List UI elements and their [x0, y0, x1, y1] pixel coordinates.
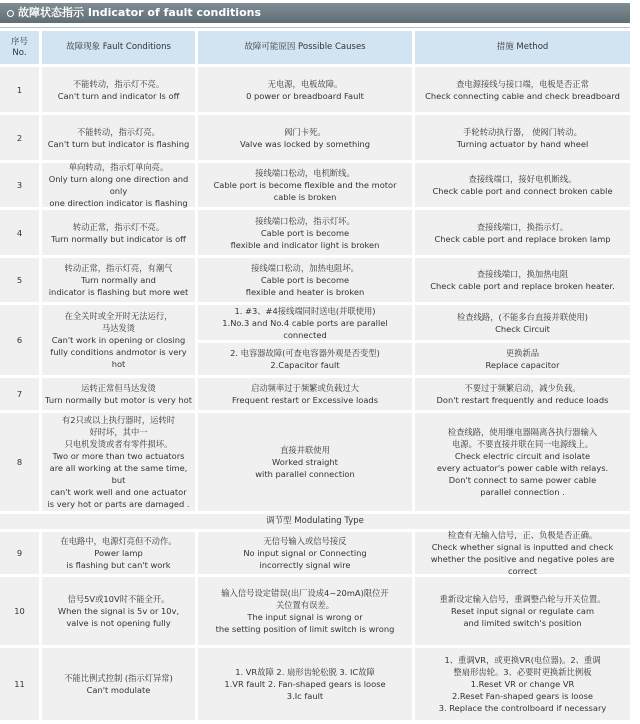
table-row — [0, 163, 630, 207]
header-method: 措施 Method — [415, 31, 630, 64]
fault-condition: 不能转动，指示灯不亮。 Can't turn and indicator Is off — [42, 67, 195, 112]
method: 更换新品 Replace capacitor — [415, 343, 630, 375]
row-number: 7 — [0, 378, 39, 410]
fault-condition: 转动正常，指示灯亮，有潮气 Turn normally and indicator is flashing but more wet — [42, 258, 195, 302]
method: 检查线路，使用继电器隔离各执行器输入 电源。不要直接并联在同一电源线上。 Check electric circuit and isolate every actuator's power cable with relays. Don't connect to same power cable parallel connection . — [415, 413, 630, 511]
table-row — [0, 258, 630, 302]
possible-cause: 1. VR故障 2. 扇形齿轮松脱 3. IC故障 1.VR fault 2. Fan-shaped gears is loose 3.Ic fault — [198, 648, 412, 720]
row-number: 5 — [0, 258, 39, 302]
fault-condition: 有2只或以上执行器时，运转时 好时坏，其中一 只电机发烫或者有零件损坏。 Two or more than two actuators are all working at the same time, but can't work well and one actuator is very hot or parts are damaged . — [42, 413, 195, 511]
fault-condition: 信号5V或10V时不能全开。 When the signal is 5v or 10v, valve is not opening fully — [42, 577, 195, 645]
divider — [0, 27, 630, 28]
possible-cause: 启动频率过于频繁或负载过大 Frequent restart or Excessive loads — [198, 378, 412, 410]
method: 不要过于频繁启动，减少负载。 Don't restart frequently and reduce loads — [415, 378, 630, 410]
possible-cause: 无电源，电板故障。 0 power or breadboard Fault — [198, 67, 412, 112]
method: 查电源接线与接口端，电板是否正常 Check connecting cable and check breadboard — [415, 67, 630, 112]
table-row — [0, 532, 630, 574]
possible-cause: 直接并联使用 Worked straight with parallel connection — [198, 413, 412, 511]
table-row — [0, 67, 630, 112]
row-number: 9 — [0, 532, 39, 574]
table-row — [0, 115, 630, 160]
table-row — [0, 210, 630, 255]
header-conditions: 故障现象 Fault Conditions — [42, 31, 195, 64]
possible-cause: 阀门卡死。 Valve was locked by something — [198, 115, 412, 160]
table-row — [0, 305, 630, 375]
row-number: 1 — [0, 67, 39, 112]
table-header — [0, 31, 630, 64]
row-number: 10 — [0, 577, 39, 645]
row-number: 2 — [0, 115, 39, 160]
fault-condition: 不能比例式控制 (指示灯异常) Can't modulate — [42, 648, 195, 720]
fault-condition: 在全关时或全开时无法运行， 马达发烫 Can't work in opening or closing fully conditions andmotor is very hot — [42, 305, 195, 375]
table-row — [0, 378, 630, 410]
fault-condition: 单向转动，指示灯单向亮。 Only turn along one direction and only one direction indicator is flashing — [42, 163, 195, 207]
fault-condition: 不能转动，指示灯亮。 Can't turn but indicator is flashing — [42, 115, 195, 160]
fault-condition: 运转正常但马达发烫 Turn normally but motor is very hot — [42, 378, 195, 410]
row-number: 8 — [0, 413, 39, 511]
section-label-modulating: 调节型 Modulating Type — [0, 514, 630, 529]
possible-cause: 接线端口松动，指示灯坏。 Cable port is become flexible and indicator light is broken — [198, 210, 412, 255]
method: 手轮转动执行器， 使阀门转动。 Turning actuator by hand wheel — [415, 115, 630, 160]
possible-cause: 接线端口松动，加热电阻坏。 Cable port is become flexible and heater is broken — [198, 258, 412, 302]
possible-cause: 无信号输入或信号接反 No input signal or Connecting incorrectly signal wire — [198, 532, 412, 574]
fault-condition: 在电路中，电源灯亮但不动作。 Power lamp is flashing but can't work — [42, 532, 195, 574]
possible-cause: 1. #3、#4接线端同时送电(并联使用) 1.No.3 and No.4 cable ports are parallel connected — [198, 305, 412, 340]
bullet-icon — [7, 10, 14, 17]
possible-cause: 接线端口松动，电机断线。 Cable port is become flexible and the motor cable is broken — [198, 163, 412, 207]
table-row — [0, 413, 630, 511]
row-number: 11 — [0, 648, 39, 720]
method: 检查有无输入信号，正、负极是否正确。 Check whether signal is inputted and check whether the positive and negative poles are correct — [415, 532, 630, 574]
method: 检查线路，(不能多台直接并联使用) Check Circuit — [415, 305, 630, 340]
row-number: 4 — [0, 210, 39, 255]
method: 重新设定输入信号，重调整凸轮与开关位置。 Reset input signal or regulate cam and limited switch's position — [415, 577, 630, 645]
row-number: 3 — [0, 163, 39, 207]
table-row — [0, 577, 630, 645]
possible-cause: 输入信号设定错误(出厂设成4~20mA)限位开 关位置有误差。 The input signal is wrong or the setting position of limit switch is wrong — [198, 577, 412, 645]
method: 查接线端口，换加热电阻 Check cable port and replace broken heater. — [415, 258, 630, 302]
method: 查接线端口，换指示灯。 Check cable port and replace broken lamp — [415, 210, 630, 255]
possible-cause: 2. 电容器故障(可查电容器外观是否变型) 2.Capacitor fault — [198, 343, 412, 375]
header-causes: 故障可能原因 Possible Causes — [198, 31, 412, 64]
fault-condition: 转动正常，指示灯不亮。 Turn normally but indicator is off — [42, 210, 195, 255]
header-no: 序号 No. — [0, 31, 39, 64]
row-number: 6 — [0, 305, 39, 375]
method: 1、重调VR，或更换VR(电位器)。2、重调 整扇形齿轮。3、必要时更换新比例板 1.Reset VR or change VR 2.Reset Fan-shaped gears is loose 3. Replace the controlboard if necessary — [415, 648, 630, 720]
table-row — [0, 648, 630, 720]
method: 查接线端口，接好电机断线。 Check cable port and connect broken cable — [415, 163, 630, 207]
section-title: 故障状态指示 Indicator of fault conditions — [18, 6, 261, 19]
section-title-bar — [0, 3, 630, 23]
